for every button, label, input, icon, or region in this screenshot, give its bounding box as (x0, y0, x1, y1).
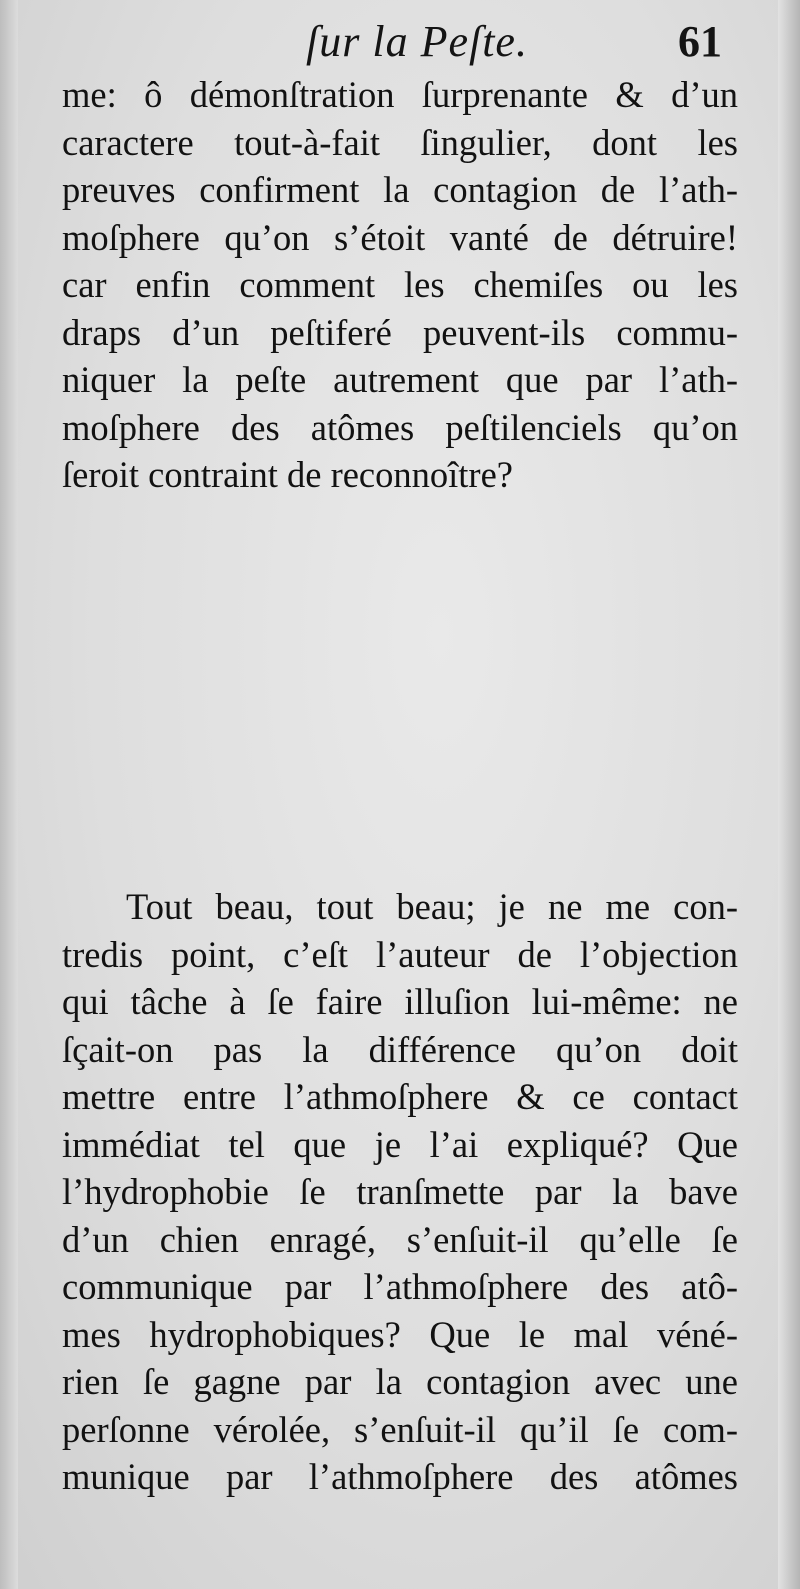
text-line: mes hydrophobiques? Que le mal véné- (62, 1313, 738, 1355)
text-line: d’un chien enragé, s’enſuit-il qu’elle ſe (62, 1218, 738, 1260)
text-line: draps d’un peſtiferé peuvent-ils commu- (62, 311, 738, 353)
text-line: car enfin comment les chemiſes ou les (62, 264, 738, 305)
text-line: munique par l’athmoſphere des atômes (62, 1456, 738, 1497)
text-line: moſphere qu’on s’étoit vanté de détruire! (62, 216, 738, 258)
text-line: mettre entre l’athmoſphere & ce contact (62, 1076, 738, 1117)
text-line: preuves confirment la contagion de l’ath- (62, 169, 738, 210)
text-line: communique par l’athmoſphere des atô- (62, 1266, 738, 1307)
text-line: ſçait-on pas la différence qu’on doit (62, 1028, 738, 1070)
text-line: rien ſe gagne par la contagion avec une (62, 1361, 738, 1402)
text-line: perſonne vérolée, s’enſuit-il qu’il ſe com- (62, 1408, 738, 1450)
text-line: me: ô démonſtration ſurprenante & d’un (62, 74, 738, 115)
text-line: niquer la peſte autrement que par l’ath- (62, 359, 738, 400)
paragraph-1 (62, 71, 738, 499)
page-left-edge (0, 0, 18, 1589)
page-number: 61 (678, 17, 722, 66)
running-head: ſur la Peſte. (306, 17, 528, 66)
page-right-edge (778, 0, 800, 1589)
text-line: qui tâche à ſe faire illuſion lui-même: ne (62, 981, 738, 1022)
text-line: caractere tout-à-fait ſingulier, dont les (62, 121, 738, 163)
paragraph-2 (62, 883, 738, 1501)
text-line: ſeroit contraint de reconnoître? (62, 454, 513, 495)
text-line: tredis point, c’eſt l’auteur de l’objection (62, 933, 738, 975)
text-line: l’hydrophobie ſe tranſmette par la bave (62, 1171, 738, 1212)
text-line: moſphere des atômes peſtilenciels qu’on (62, 406, 738, 448)
text-line: Tout beau, tout beau; je ne me con- (126, 886, 738, 927)
page-header (0, 6, 800, 78)
text-line: immédiat tel que je l’ai expliqué? Que (62, 1123, 738, 1165)
